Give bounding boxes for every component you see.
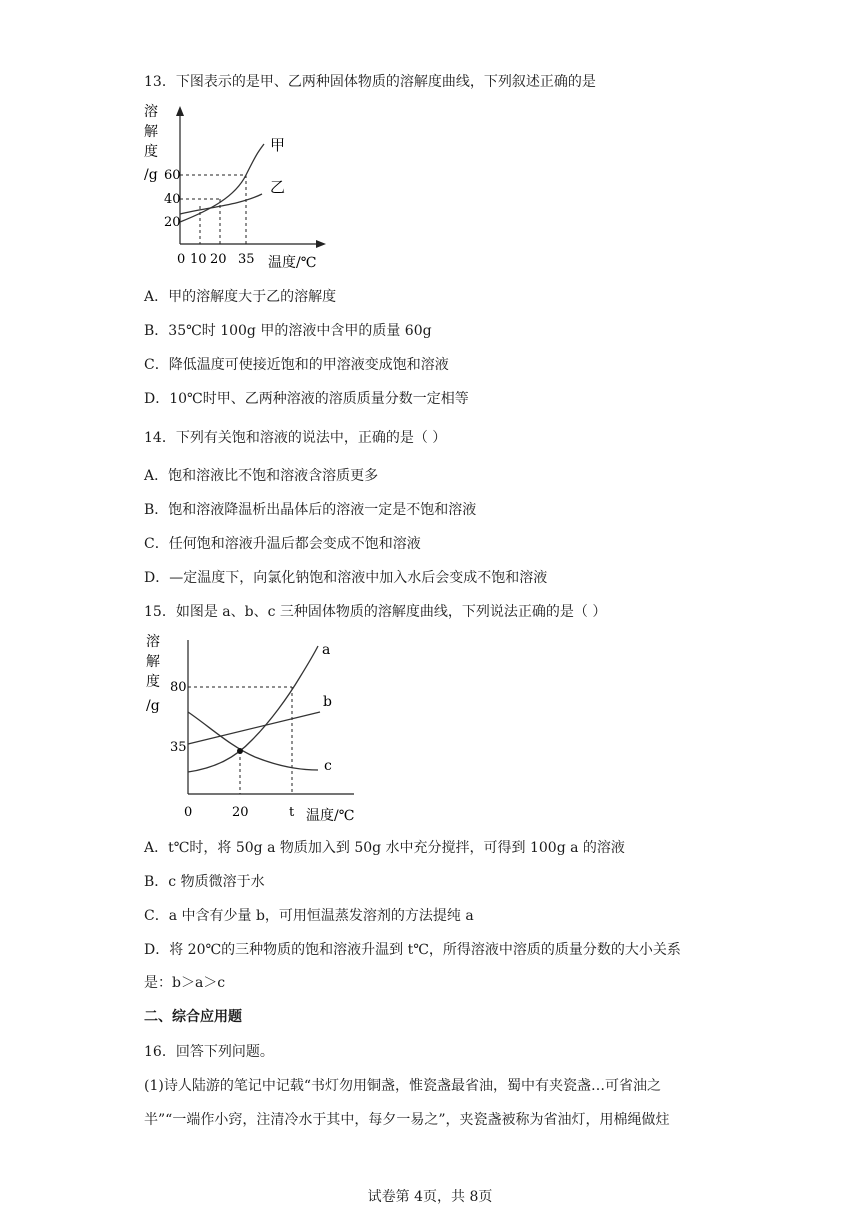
q13-ylabel-1: 溶 (144, 104, 158, 120)
q13-y-arrow (176, 106, 184, 116)
q13-option-c: C．降低温度可使接近饱和的甲溶液变成饱和溶液 (144, 357, 449, 373)
q13-curve-yi (180, 194, 262, 214)
q15-label-b: b (323, 694, 332, 710)
q16-stem: 16．回答下列问题。 (144, 1044, 274, 1060)
q13-x-arrow (316, 240, 326, 248)
q15-solubility-chart (140, 632, 370, 827)
q16-line-2: 半”“一端作小窍，注清冷水于其中，每夕一易之”，夹瓷盏被称为省油灯，用棉绳做炷 (144, 1112, 670, 1128)
q15-ytick-35: 35 (170, 740, 187, 755)
q15-option-b: B．c 物质微溶于水 (144, 874, 265, 890)
q15-ylabel-4: /g (146, 698, 160, 714)
q15-label-a: a (322, 642, 331, 658)
q13-ytick-60: 60 (164, 168, 181, 183)
q15-curve-c (188, 712, 318, 770)
q15-option-a: A．t℃时，将 50g a 物质加入到 50g 水中充分搅拌，可得到 100g a 的溶液 (144, 840, 625, 856)
q15-ylabel-1: 溶 (146, 634, 160, 650)
q13-option-d: D．10℃时甲、乙两种溶液的溶质质量分数一定相等 (144, 391, 469, 407)
q14-option-a: A．饱和溶液比不饱和溶液含溶质更多 (144, 468, 379, 484)
q15-xtick-0: 0 (184, 805, 193, 820)
q15-xtick-t: t (289, 805, 295, 820)
q15-ytick-80: 80 (170, 680, 187, 695)
q15-option-d: D．将 20℃的三种物质的饱和溶液升温到 t℃，所得溶液中溶质的质量分数的大小关系 (144, 942, 681, 958)
q15-curve-b (188, 712, 320, 744)
q13-ytick-40: 40 (164, 192, 181, 207)
q13-xtick-10: 10 (190, 252, 207, 267)
q13-solubility-chart (140, 102, 360, 277)
q15-label-c: c (324, 758, 332, 774)
q14-option-b: B．饱和溶液降温析出晶体后的溶液一定是不饱和溶液 (144, 502, 477, 518)
q13-curve-jia (180, 144, 264, 222)
q14-option-c: C．任何饱和溶液升温后都会变成不饱和溶液 (144, 536, 421, 552)
q15-ylabel-3: 度 (146, 674, 160, 690)
page-footer: 试卷第 4页，共 8页 (367, 1189, 493, 1205)
q13-stem: 13．下图表示的是甲、乙两种固体物质的溶解度曲线，下列叙述正确的是 (144, 74, 596, 90)
q13-ytick-20: 20 (164, 215, 181, 230)
q13-xtick-35: 35 (238, 252, 255, 267)
q15-xlabel: 温度/℃ (306, 808, 355, 824)
q13-label-jia: 甲 (270, 136, 286, 154)
q14-option-d: D．—定温度下，向氯化钠饱和溶液中加入水后会变成不饱和溶液 (144, 570, 548, 586)
q15-option-c: C．a 中含有少量 b，可用恒温蒸发溶剂的方法提纯 a (144, 908, 474, 924)
q16-line-1: (1)诗人陆游的笔记中记载“书灯勿用铜盏，惟瓷盏最省油，蜀中有夹瓷盏…可省油之 (144, 1078, 661, 1094)
q13-option-a: A．甲的溶解度大于乙的溶解度 (144, 289, 337, 305)
q13-xtick-0: 0 (177, 252, 186, 267)
q13-ylabel-2: 解 (144, 124, 158, 140)
q15-ylabel-2: 解 (146, 654, 160, 670)
q13-ylabel-4: /g (144, 167, 158, 183)
q15-intersection-point (237, 748, 243, 754)
q15-option-d-cont: 是：b＞a＞c (144, 975, 226, 991)
q13-xtick-20: 20 (210, 252, 227, 267)
q13-ylabel-3: 度 (144, 144, 158, 160)
section-title: 二、综合应用题 (144, 1009, 242, 1025)
q13-xlabel: 温度/℃ (268, 255, 317, 271)
q15-xtick-20: 20 (232, 805, 249, 820)
q15-stem: 15．如图是 a、b、c 三种固体物质的溶解度曲线，下列说法正确的是（ ） (144, 604, 607, 620)
q13-option-b: B．35℃时 100g 甲的溶液中含甲的质量 60g (144, 323, 432, 339)
q14-stem: 14．下列有关饱和溶液的说法中，正确的是（ ） (144, 430, 447, 446)
q13-label-yi: 乙 (270, 178, 286, 196)
q15-curve-a (188, 646, 318, 772)
